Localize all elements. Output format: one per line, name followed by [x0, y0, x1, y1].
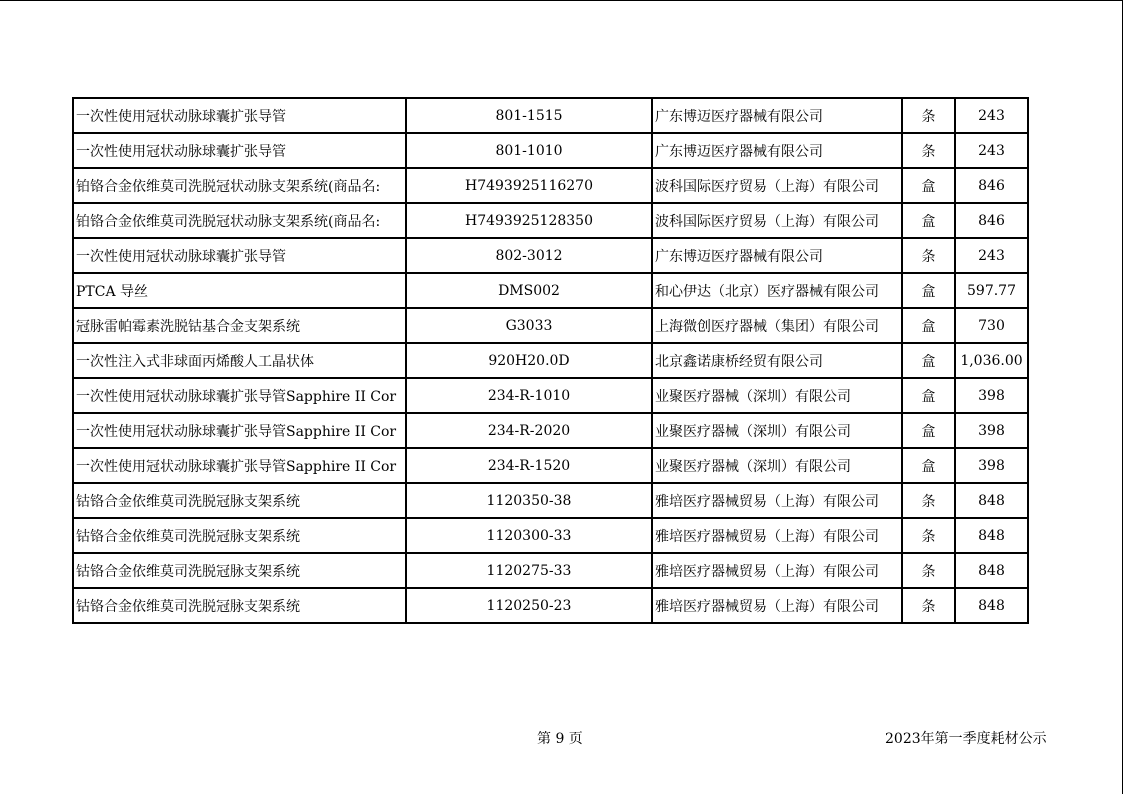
cell-price: 848: [955, 553, 1028, 588]
cell-price: 243: [955, 98, 1028, 133]
table-row: [73, 553, 1028, 588]
cell-model: 234-R-1010: [406, 378, 652, 413]
cell-unit: 条: [902, 133, 955, 168]
cell-unit: 盒: [902, 413, 955, 448]
cell-price: 848: [955, 483, 1028, 518]
cell-model: 801-1010: [406, 133, 652, 168]
table-row: [73, 168, 1028, 203]
table-row: [73, 98, 1028, 133]
cell-product-name: 一次性使用冠状动脉球囊扩张导管: [73, 238, 406, 273]
cell-price: 848: [955, 588, 1028, 623]
cell-manufacturer: 和心伊达（北京）医疗器械有限公司: [652, 273, 902, 308]
page-number: 第 9 页: [537, 731, 583, 747]
cell-price: 846: [955, 168, 1028, 203]
cell-manufacturer: 广东博迈医疗器械有限公司: [652, 98, 902, 133]
cell-price: 398: [955, 413, 1028, 448]
cell-manufacturer: 广东博迈医疗器械有限公司: [652, 238, 902, 273]
cell-unit: 条: [902, 588, 955, 623]
table-row: [73, 448, 1028, 483]
cell-model: 920H20.0D: [406, 343, 652, 378]
cell-product-name: PTCA 导丝: [73, 273, 406, 308]
cell-unit: 盒: [902, 273, 955, 308]
cell-price: 398: [955, 448, 1028, 483]
cell-model: 234-R-2020: [406, 413, 652, 448]
cell-unit: 盒: [902, 343, 955, 378]
table-row: [73, 378, 1028, 413]
cell-product-name: 一次性使用冠状动脉球囊扩张导管: [73, 133, 406, 168]
table-row: [73, 203, 1028, 238]
cell-model: 1120350-38: [406, 483, 652, 518]
footer-title: 2023年第一季度耗材公示: [885, 731, 1047, 747]
table-row: [73, 273, 1028, 308]
cell-manufacturer: 业聚医疗器械（深圳）有限公司: [652, 378, 902, 413]
table-row: [73, 238, 1028, 273]
cell-product-name: 钴铬合金依维莫司洗脱冠脉支架系统: [73, 588, 406, 623]
cell-product-name: 一次性注入式非球面丙烯酸人工晶状体: [73, 343, 406, 378]
cell-product-name: 冠脉雷帕霉素洗脱钴基合金支架系统: [73, 308, 406, 343]
cell-model: 1120275-33: [406, 553, 652, 588]
cell-product-name: 铂铬合金依维莫司洗脱冠状动脉支架系统(商品名:: [73, 168, 406, 203]
table-row: [73, 518, 1028, 553]
cell-unit: 盒: [902, 448, 955, 483]
cell-manufacturer: 广东博迈医疗器械有限公司: [652, 133, 902, 168]
cell-manufacturer: 业聚医疗器械（深圳）有限公司: [652, 448, 902, 483]
cell-price: 398: [955, 378, 1028, 413]
cell-model: G3033: [406, 308, 652, 343]
cell-manufacturer: 北京鑫诺康桥经贸有限公司: [652, 343, 902, 378]
cell-model: 1120250-23: [406, 588, 652, 623]
cell-model: 801-1515: [406, 98, 652, 133]
table-row: [73, 343, 1028, 378]
table-row: [73, 413, 1028, 448]
cell-manufacturer: 雅培医疗器械贸易（上海）有限公司: [652, 588, 902, 623]
cell-manufacturer: 波科国际医疗贸易（上海）有限公司: [652, 203, 902, 238]
cell-unit: 条: [902, 483, 955, 518]
cell-unit: 盒: [902, 308, 955, 343]
consumables-table: [72, 97, 1029, 624]
cell-unit: 条: [902, 238, 955, 273]
cell-unit: 盒: [902, 378, 955, 413]
cell-model: 1120300-33: [406, 518, 652, 553]
cell-unit: 盒: [902, 168, 955, 203]
cell-unit: 条: [902, 518, 955, 553]
cell-manufacturer: 雅培医疗器械贸易（上海）有限公司: [652, 553, 902, 588]
cell-manufacturer: 雅培医疗器械贸易（上海）有限公司: [652, 483, 902, 518]
cell-unit: 盒: [902, 203, 955, 238]
cell-product-name: 一次性使用冠状动脉球囊扩张导管Sapphire II Cor: [73, 448, 406, 483]
table-body: [73, 98, 1028, 623]
cell-product-name: 一次性使用冠状动脉球囊扩张导管: [73, 98, 406, 133]
cell-manufacturer: 业聚医疗器械（深圳）有限公司: [652, 413, 902, 448]
cell-price: 846: [955, 203, 1028, 238]
cell-product-name: 钴铬合金依维莫司洗脱冠脉支架系统: [73, 483, 406, 518]
cell-product-name: 钴铬合金依维莫司洗脱冠脉支架系统: [73, 518, 406, 553]
cell-product-name: 钴铬合金依维莫司洗脱冠脉支架系统: [73, 553, 406, 588]
table-row: [73, 308, 1028, 343]
cell-model: 802-3012: [406, 238, 652, 273]
cell-product-name: 一次性使用冠状动脉球囊扩张导管Sapphire II Cor: [73, 413, 406, 448]
cell-unit: 条: [902, 98, 955, 133]
table-row: [73, 483, 1028, 518]
cell-unit: 条: [902, 553, 955, 588]
cell-manufacturer: 上海微创医疗器械（集团）有限公司: [652, 308, 902, 343]
cell-price: 597.77: [955, 273, 1028, 308]
cell-model: H7493925128350: [406, 203, 652, 238]
cell-manufacturer: 雅培医疗器械贸易（上海）有限公司: [652, 518, 902, 553]
cell-price: 243: [955, 238, 1028, 273]
cell-price: 243: [955, 133, 1028, 168]
table-row: [73, 588, 1028, 623]
cell-price: 1,036.00: [955, 343, 1028, 378]
cell-price: 730: [955, 308, 1028, 343]
cell-model: H7493925116270: [406, 168, 652, 203]
cell-price: 848: [955, 518, 1028, 553]
cell-model: 234-R-1520: [406, 448, 652, 483]
cell-manufacturer: 波科国际医疗贸易（上海）有限公司: [652, 168, 902, 203]
table-row: [73, 133, 1028, 168]
cell-product-name: 一次性使用冠状动脉球囊扩张导管Sapphire II Cor: [73, 378, 406, 413]
cell-product-name: 铂铬合金依维莫司洗脱冠状动脉支架系统(商品名:: [73, 203, 406, 238]
cell-model: DMS002: [406, 273, 652, 308]
